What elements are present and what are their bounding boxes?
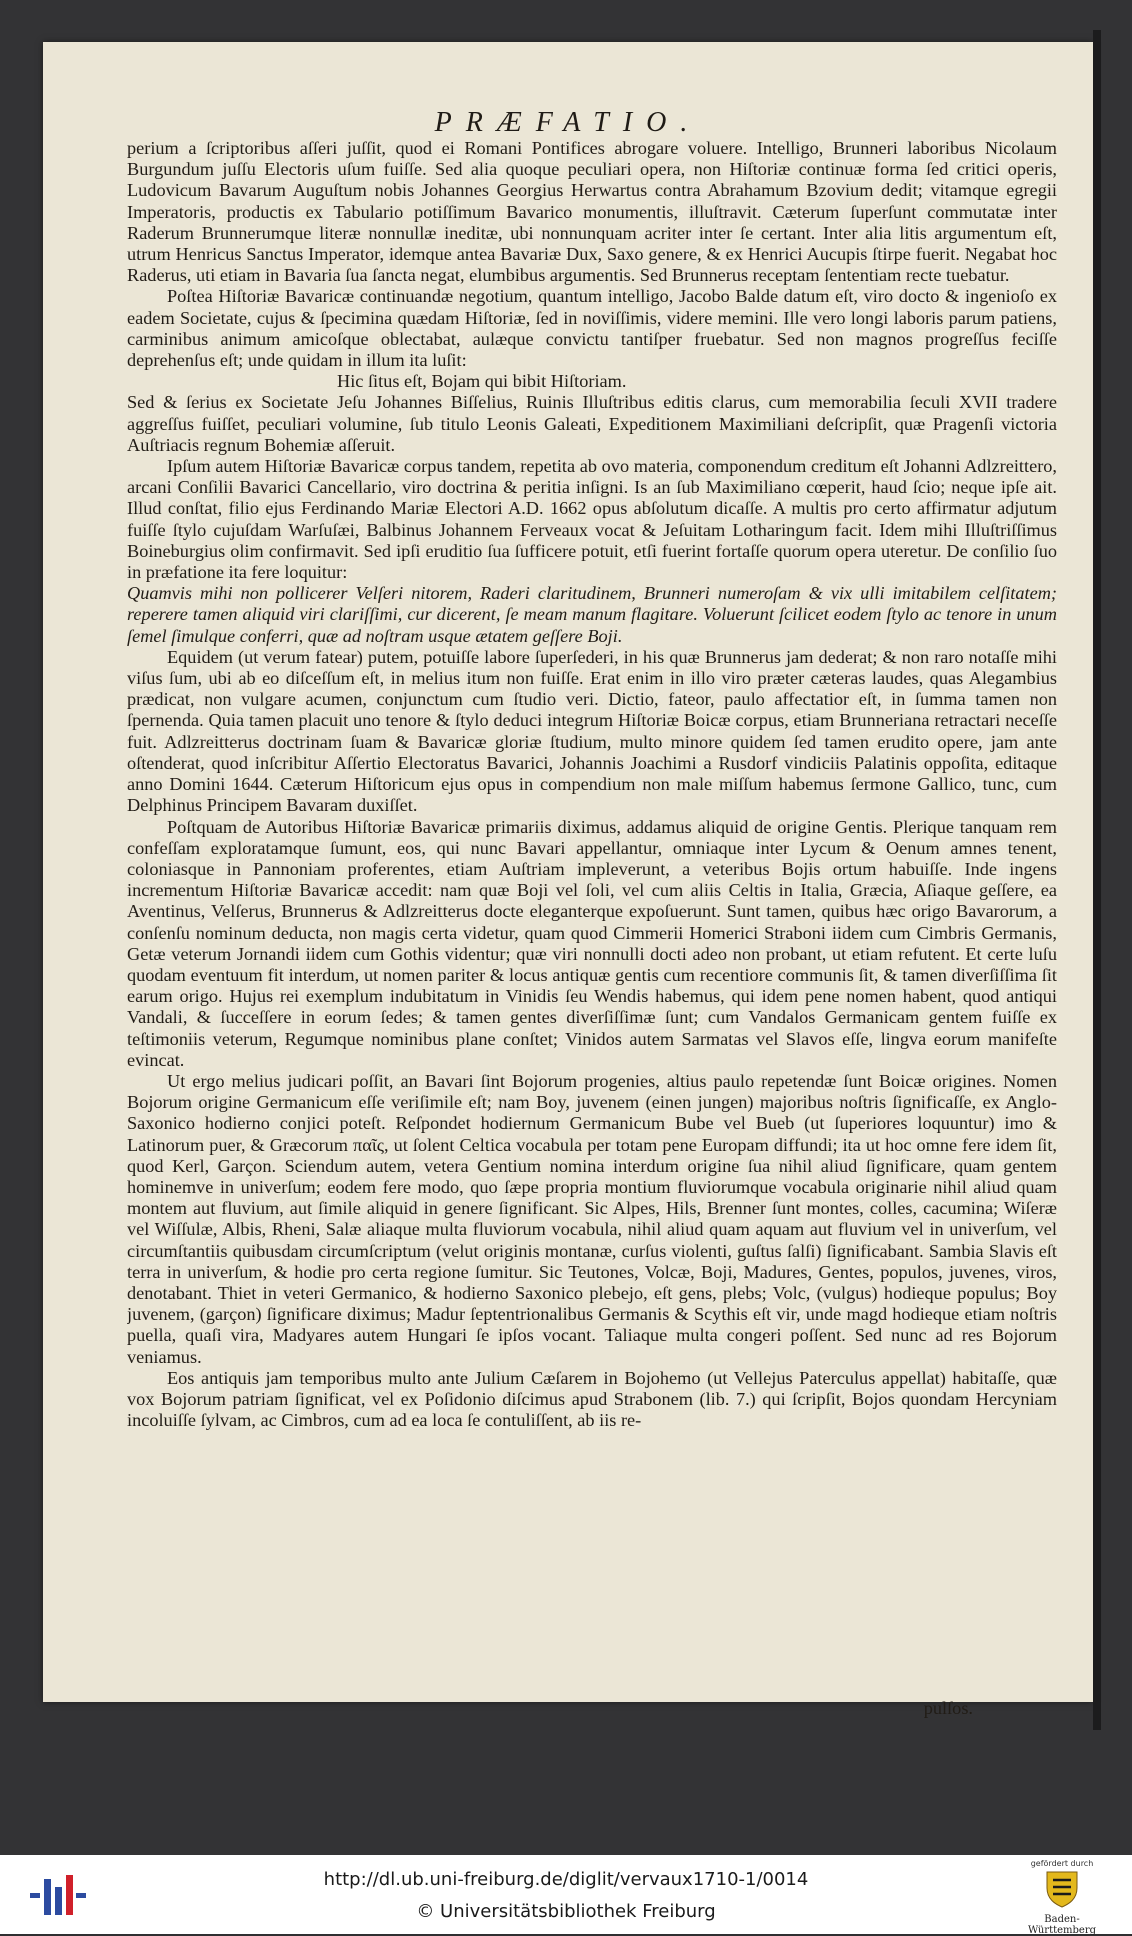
quote: Quamvis mihi non pollicerer Velſeri nitorem, Raderi claritudinem, Brunneri numeroſam & vix ulli imitabilem celſitatem; reperere tamen aliquid viri clariſſimi, cur dicerent, ſe meam manum flagitare. Voluerunt ſcilicet eodem ſtylo ac tenore in unum ſemel ſimulque conferri, quæ ad noſtram usque ætatem geſſere Boji. <box>127 583 1057 646</box>
closing-word: pulſos. <box>923 1698 973 1718</box>
sponsor-caption: gefördert durch <box>1030 1859 1094 1868</box>
paragraph-8: Eos antiquis jam temporibus multo ante Julium Cæſarem in Bojohemo (ut Vellejus Paterculus appellat) habitaſſe, quæ vox Bojorum patriam ſignificat, vel ex Poſidonio diſcimus apud Strabonem (lib. 7.) qui ſcripſit, Bojos quondam Hercyniam incoluiſſe ſylvam, ac Cimbros, cum ad ea loca ſe contuliſſent, ab iis re- <box>127 1367 1057 1431</box>
sponsor-badge[interactable] <box>1012 1859 1112 1936</box>
permalink-url[interactable]: http://dl.ub.uni-freiburg.de/diglit/vervaux1710-1/0014 <box>323 1869 809 1890</box>
paragraph-6: Poſtquam de Autoribus Hiſtoriæ Bavaricæ primariis diximus, addamus aliquid de origine Gentis. Plerique tanquam rem confeſſam exploratamque ſumunt, eos, qui nunc Bavari appellantur, omniaque inter Lycum & Oenum amnes tenent, coloniasque in Pannoniam proferentes, etiam Auſtriam impleverunt, a veteribus Bojis ortum habuiſſe. Inde ingens incrementum Hiſtoriæ Bavaricæ accedit: nam quæ Boji vel ſoli, vel cum aliis Celtis in Italia, Græcia, Aſiaque geſſere, ea Aventinus, Velſerus, Brunnerus & Adlzreitterus docte eleganterque expoſuerunt. Sunt tamen, quibus hæc origo Bavarorum, a conſenſu nominum deducta, non magis certa videtur, quam quod Cimmerii Homerici Straboni iidem cum Cimbris Germanis, Getæ veterum Jornandi iidem cum Gothis videntur; quæ viri nonnulli docti adeo non probant, ut etiam refutent. Et certe luſu quodam eventuum fit interdum, ut nomen pariter & locus antiquæ gentis cum recentiore communis ſit, & tamen diverſiſſima ſit earum origo. Hujus rei exemplum indubitatum in Vinidis ſeu Wendis habemus, qui idem pene nomen habent, quod antiqui Vandali, & ſucceſſere in eorum ſedes; & tamen gentes diverſiſſimæ ſunt; cum Vandalos Germanicam gentem fuiſſe ex teſtimoniis veterum, Regumque nominibus plane conſtet; Vinidos autem Sarmatas vel Slavos eſſe, lingva eorum manifeſte evincat. <box>127 816 1057 1070</box>
paragraph-1: perium a ſcriptoribus aſſeri juſſit, quod ei Romani Pontifices abrogare voluere. Intelligo, Brunneri laboribus Nicolaum Burgundum juſſu Electoris uſum fuiſſe. Sed alia quoque peculiari opera, non Hiſtoriæ continuæ forma ſed critici operis, Ludovicum Bavarum Auguſtum nobis Johannes Georgius Herwartus contra Abrahamum Bzovium dedit; vitamque egregii Imperatoris, productis ex Tabulario potiſſimum Bavarico monumentis, illuſtravit. Cæterum ſuperſunt commutatæ inter Raderum Brunnerumque literæ nonnullæ ineditæ, ubi nonnunquam acriter inter ſe certant. Inter alia litis argumentum eſt, utrum Henricus Sanctus Imperator, idemque antea Bavariæ Dux, Saxo genere, & ex Henrici Aucupis ſtirpe fuerit. Negabat hoc Raderus, uti etiam in Bavaria ſua ſancta negat, elumbibus argumentis. Sed Brunnerus receptam ſententiam recte tuebatur. <box>127 138 1057 286</box>
verse-line: Hic ſitus eſt, Bojam qui bibit Hiſtoriam. <box>337 371 627 392</box>
copyright-notice: © Universitätsbibliothek Freiburg <box>416 1901 716 1922</box>
paragraph-3: Sed & ſerius ex Societate Jeſu Johannes Biſſelius, Ruinis Illuſtribus editis clarus, cum memorabilia ſeculi XVII tradere aggreſſus fuiſſet, peculiari volumine, ſub titulo Leonis Galeati, Expeditionem Maximiliani deſcripſit, quæ Pragenſi victoria Auſtriacis regnum Bohemiæ aſſeruit. <box>127 392 1057 455</box>
footer <box>0 1855 1132 1934</box>
sponsor-name: Baden-Württemberg <box>1027 1914 1097 1936</box>
baden-wuerttemberg-crest-icon <box>1044 1868 1080 1908</box>
paragraph-5: Equidem (ut verum fatear) putem, potuiſſe labore ſuperſederi, in his quæ Brunnerus jam dederat; & non raro notaſſe mihi viſus ſum, ubi ab eo diſceſſum eſt, in melius itum non fuiſſe. Erat enim in illo viro præter cæteras laudes, quas Alegambius prædicat, non vulgare acumen, conjunctum cum ſtudio veri. Dictio, fateor, paulo affectatior eſt, in ſumma tamen non ſpernenda. Quia tamen placuit uno tenore & ſtylo deduci integrum Hiſtoriæ Boicæ corpus, etiam Brunneriana retractari neceſſe fuit. Adlzreitterus doctrinam ſuam & Bavaricæ gloriæ ſtudium, multo minore quidem ſed tamen erudito opere, jam ante oſtenderat, quod inſcribitur Aſſertio Electoratus Bavarici, Johannis Joachimi a Rusdorf vindiciis Palatinis oppoſita, editaque anno Domini 1644. Cæterum Hiſtoricum ejus opus in compendium non male miſſum habemus ſermone Gallico, tunc, cum Delphinus Principem Bavaram duxiſſet. <box>127 646 1057 816</box>
book-page <box>43 42 1093 1718</box>
paragraph-7: Ut ergo melius judicari poſſit, an Bavari ſint Bojorum progenies, altius paulo repetendæ ſunt Boicæ origines. Nomen Bojorum origine Germanicum eſſe veriſimile eſt; nam Boy, juvenem (einen jungen) majoribus noſtris ſignificaſſe, ex Anglo-Saxonico hodierno conjici poteſt. Reſpondet hodiernum Germanicum Bube vel Bueb (ut ſuperiores loquuntur) imo & Latinorum puer, & Græcorum παῖς, ut ſolent Celtica vocabula per totam pene Europam diffundi; ita ut hoc omne fere idem ſit, quod Kerl, Garçon. Sciendum autem, vetera Gentium nomina interdum origine ſua nihil aliud ſignificare, quam gentem hominemve in univerſum; eodem fere modo, quo ſæpe propria montium fluviorumque vocabula originarie nihil aliud quam montem aut fluvium, aut ſimile aliquid in genere ſignificant. Sic Alpes, Hils, Brenner ſunt montes, colles, cacumina; Wiſeræ vel Wiſſulæ, Albis, Rheni, Salæ aliaque multa fluviorum vocabula, nihil aliud quam aquam aut fluvium vel in univerſum, vel circumſtantiis quibusdam circumſcriptum (velut originis montanæ, curſus violenti, guſtus ſalſi) ſignificabant. Sambia Slavis eſt terra in univerſum, & hodie pro certa regione ſumitur. Sic Teutones, Volcæ, Boji, Madures, Gentes, populos, juvenes, viros, denotabant. Thiet in veteri Germanico, & hodierno Saxonico plebejo, eſt gens, plebs; Volc, (vulgus) hodieque populus; Boy juvenem, (garçon) ſignificare diximus; Madur ſeptentrionalibus Germanis & Scythis eſt vir, unde magd hodieque etiam noſtris puella, quaſi vira, Madyares autem Hungari ſe ipſos vocant. Taliaque multa congeri poſſent. Sed nunc ad res Bojorum veniamus. <box>127 1070 1057 1367</box>
paragraph-2: Poſtea Hiſtoriæ Bavaricæ continuandæ negotium, quantum intelligo, Jacobo Balde datum eſt, viro docto & ingenioſo ex eadem Societate, cujus & ſpecimina quædam Hiſtoriæ, ſed in noviſſimis, videre memini. Ille vero longi laboris parum patiens, carminibus animum amicoſque oblectabat, aulæque convictu tantiſper fruebatur. Sed non magnos progreſſus feciſſe deprehenſus eſt; unde quidam in illum ita luſit: <box>127 286 1057 371</box>
running-head: PRÆFATIO. <box>434 107 702 138</box>
page-edge <box>1093 30 1101 1730</box>
body-text <box>127 138 1057 1713</box>
paragraph-4: Ipſum autem Hiſtoriæ Bavaricæ corpus tandem, repetita ab ovo materia, componendum creditum eſt Johanni Adlzreittero, arcani Conſilii Bavarici Cancellario, viro doctrina & peritia inſigni. Is an ſub Maximiliano cœperit, haud ſcio; neque ipſe ait. Illud conſtat, filio ejus Ferdinando Mariæ Electori A.D. 1662 opus abſolutum dicaſſe. A multis pro certo affirmatur adjutum fuiſſe ſtylo cujuſdam Warſuſæi, Balbinus Johannem Ferveaux vocat & Jeſuitam Lotharingum facit. Idem mihi Illuſtriſſimus Boineburgius olim confirmavit. Sed ipſi eruditio ſua ſufficere potuit, etſi fuerint fortaſſe quorum opera uteretur. De conſilio ſuo in præfatione ita fere loquitur: <box>127 456 1057 583</box>
